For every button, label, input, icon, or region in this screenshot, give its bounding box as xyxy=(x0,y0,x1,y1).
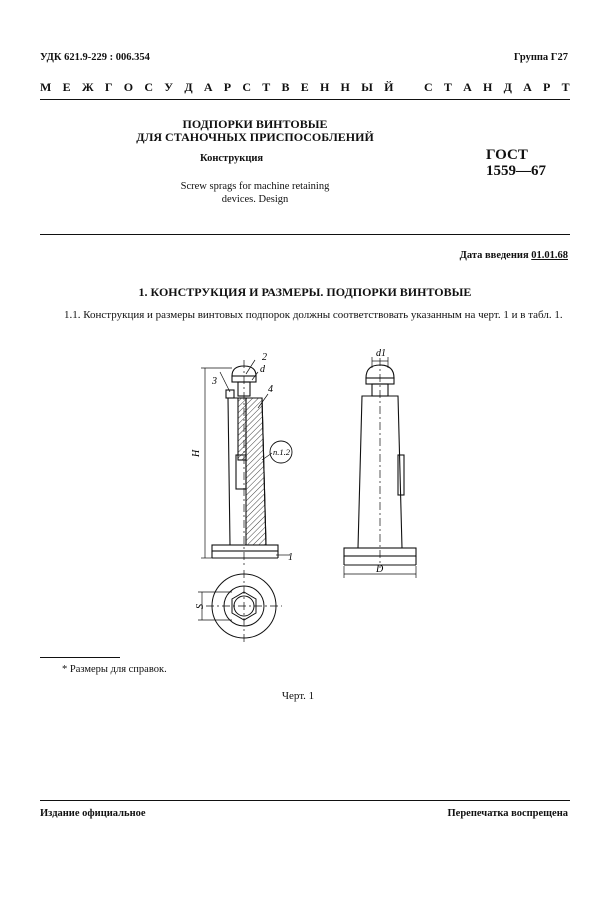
footer-rule xyxy=(40,800,570,801)
group-code: Группа Г27 xyxy=(513,52,568,63)
banner-letter: Р xyxy=(223,80,232,94)
banner-letter: А xyxy=(463,80,472,94)
label-s: S xyxy=(195,604,206,609)
label-part-3: 3 xyxy=(212,376,217,387)
document-title xyxy=(130,118,380,144)
banner-letter: Н xyxy=(319,80,330,94)
section-heading: 1. КОНСТРУКЦИЯ И РАЗМЕРЫ. ПОДПОРКИ ВИНТОВЫЕ xyxy=(138,285,472,299)
label-d1: d1 xyxy=(376,348,386,359)
header-rule xyxy=(40,99,570,100)
english-title xyxy=(130,180,380,206)
banner-letter: Н xyxy=(483,80,493,94)
banner-letter: О xyxy=(123,80,134,94)
footnote-rule xyxy=(40,657,120,658)
banner-letter: Т xyxy=(561,80,570,94)
banner-letter: Н xyxy=(340,80,350,94)
gost-label: ГОСТ xyxy=(486,147,528,163)
banner-letter: Т xyxy=(443,80,452,94)
english-title-line-2: devices. Design xyxy=(221,194,289,205)
banner-letter: Г xyxy=(104,80,113,94)
official-edition: Издание официальное xyxy=(40,808,146,819)
banner-letter: В xyxy=(281,80,290,94)
introduction-date-label: Дата введения xyxy=(459,250,529,261)
banner-letter: С xyxy=(144,80,154,94)
gost-number: 1559—67 xyxy=(486,163,546,179)
footnote: * Размеры для справок. xyxy=(62,664,167,675)
banner-letter: Ж xyxy=(81,80,94,94)
banner-letter: А xyxy=(203,80,213,94)
english-title-line-1: Screw sprags for machine retaining xyxy=(180,181,330,192)
title-line-1: ПОДПОРКИ ВИНТОВЫЕ xyxy=(182,117,328,131)
introduction-date-value: 01.01.68 xyxy=(531,250,568,261)
udk-code: УДК 621.9-229 : 006.354 xyxy=(40,52,150,63)
banner-letter: Т xyxy=(262,80,271,94)
banner-letter: У xyxy=(164,80,174,94)
technical-drawing xyxy=(0,340,596,650)
label-part-2: 2 xyxy=(262,352,267,363)
label-part-1: 1 xyxy=(288,552,293,563)
figure-caption: Черт. 1 xyxy=(281,690,315,702)
document-subtitle: Конструкция xyxy=(200,153,264,164)
banner-letter xyxy=(405,80,413,95)
plan-view xyxy=(198,570,282,642)
reprint-prohibited: Перепечатка воспрещена xyxy=(447,808,568,819)
label-big-d: D xyxy=(376,564,384,575)
banner-letter: С xyxy=(242,80,251,94)
banner-letter: А xyxy=(523,80,532,94)
section-paragraph: 1.1. Конструкция и размеры винтовых подпорок должны соответствовать указанным на черт. 1 и в табл. 1. xyxy=(64,309,563,321)
banner-letter: С xyxy=(423,80,433,94)
banner-letter: Ы xyxy=(361,80,373,94)
label-part-4: 4 xyxy=(268,384,273,395)
banner-letter: Й xyxy=(384,80,394,94)
banner-letter: Д xyxy=(503,80,512,94)
interstate-standard-banner xyxy=(40,80,570,95)
title-line-2: ДЛЯ СТАНОЧНЫХ ПРИСПОСОБЛЕНИЙ xyxy=(136,130,374,144)
label-h: H xyxy=(191,449,202,457)
banner-letter: Р xyxy=(543,80,551,94)
banner-letter: Е xyxy=(300,80,309,94)
side-view xyxy=(344,358,416,568)
gost-designation xyxy=(486,147,546,179)
label-d: d xyxy=(260,364,265,375)
banner-letter: М xyxy=(40,80,52,94)
title-rule xyxy=(40,234,570,235)
banner-letter: Е xyxy=(62,80,71,94)
banner-letter: Д xyxy=(184,80,193,94)
label-note: п.1.2 xyxy=(273,447,290,457)
introduction-date xyxy=(460,250,568,261)
